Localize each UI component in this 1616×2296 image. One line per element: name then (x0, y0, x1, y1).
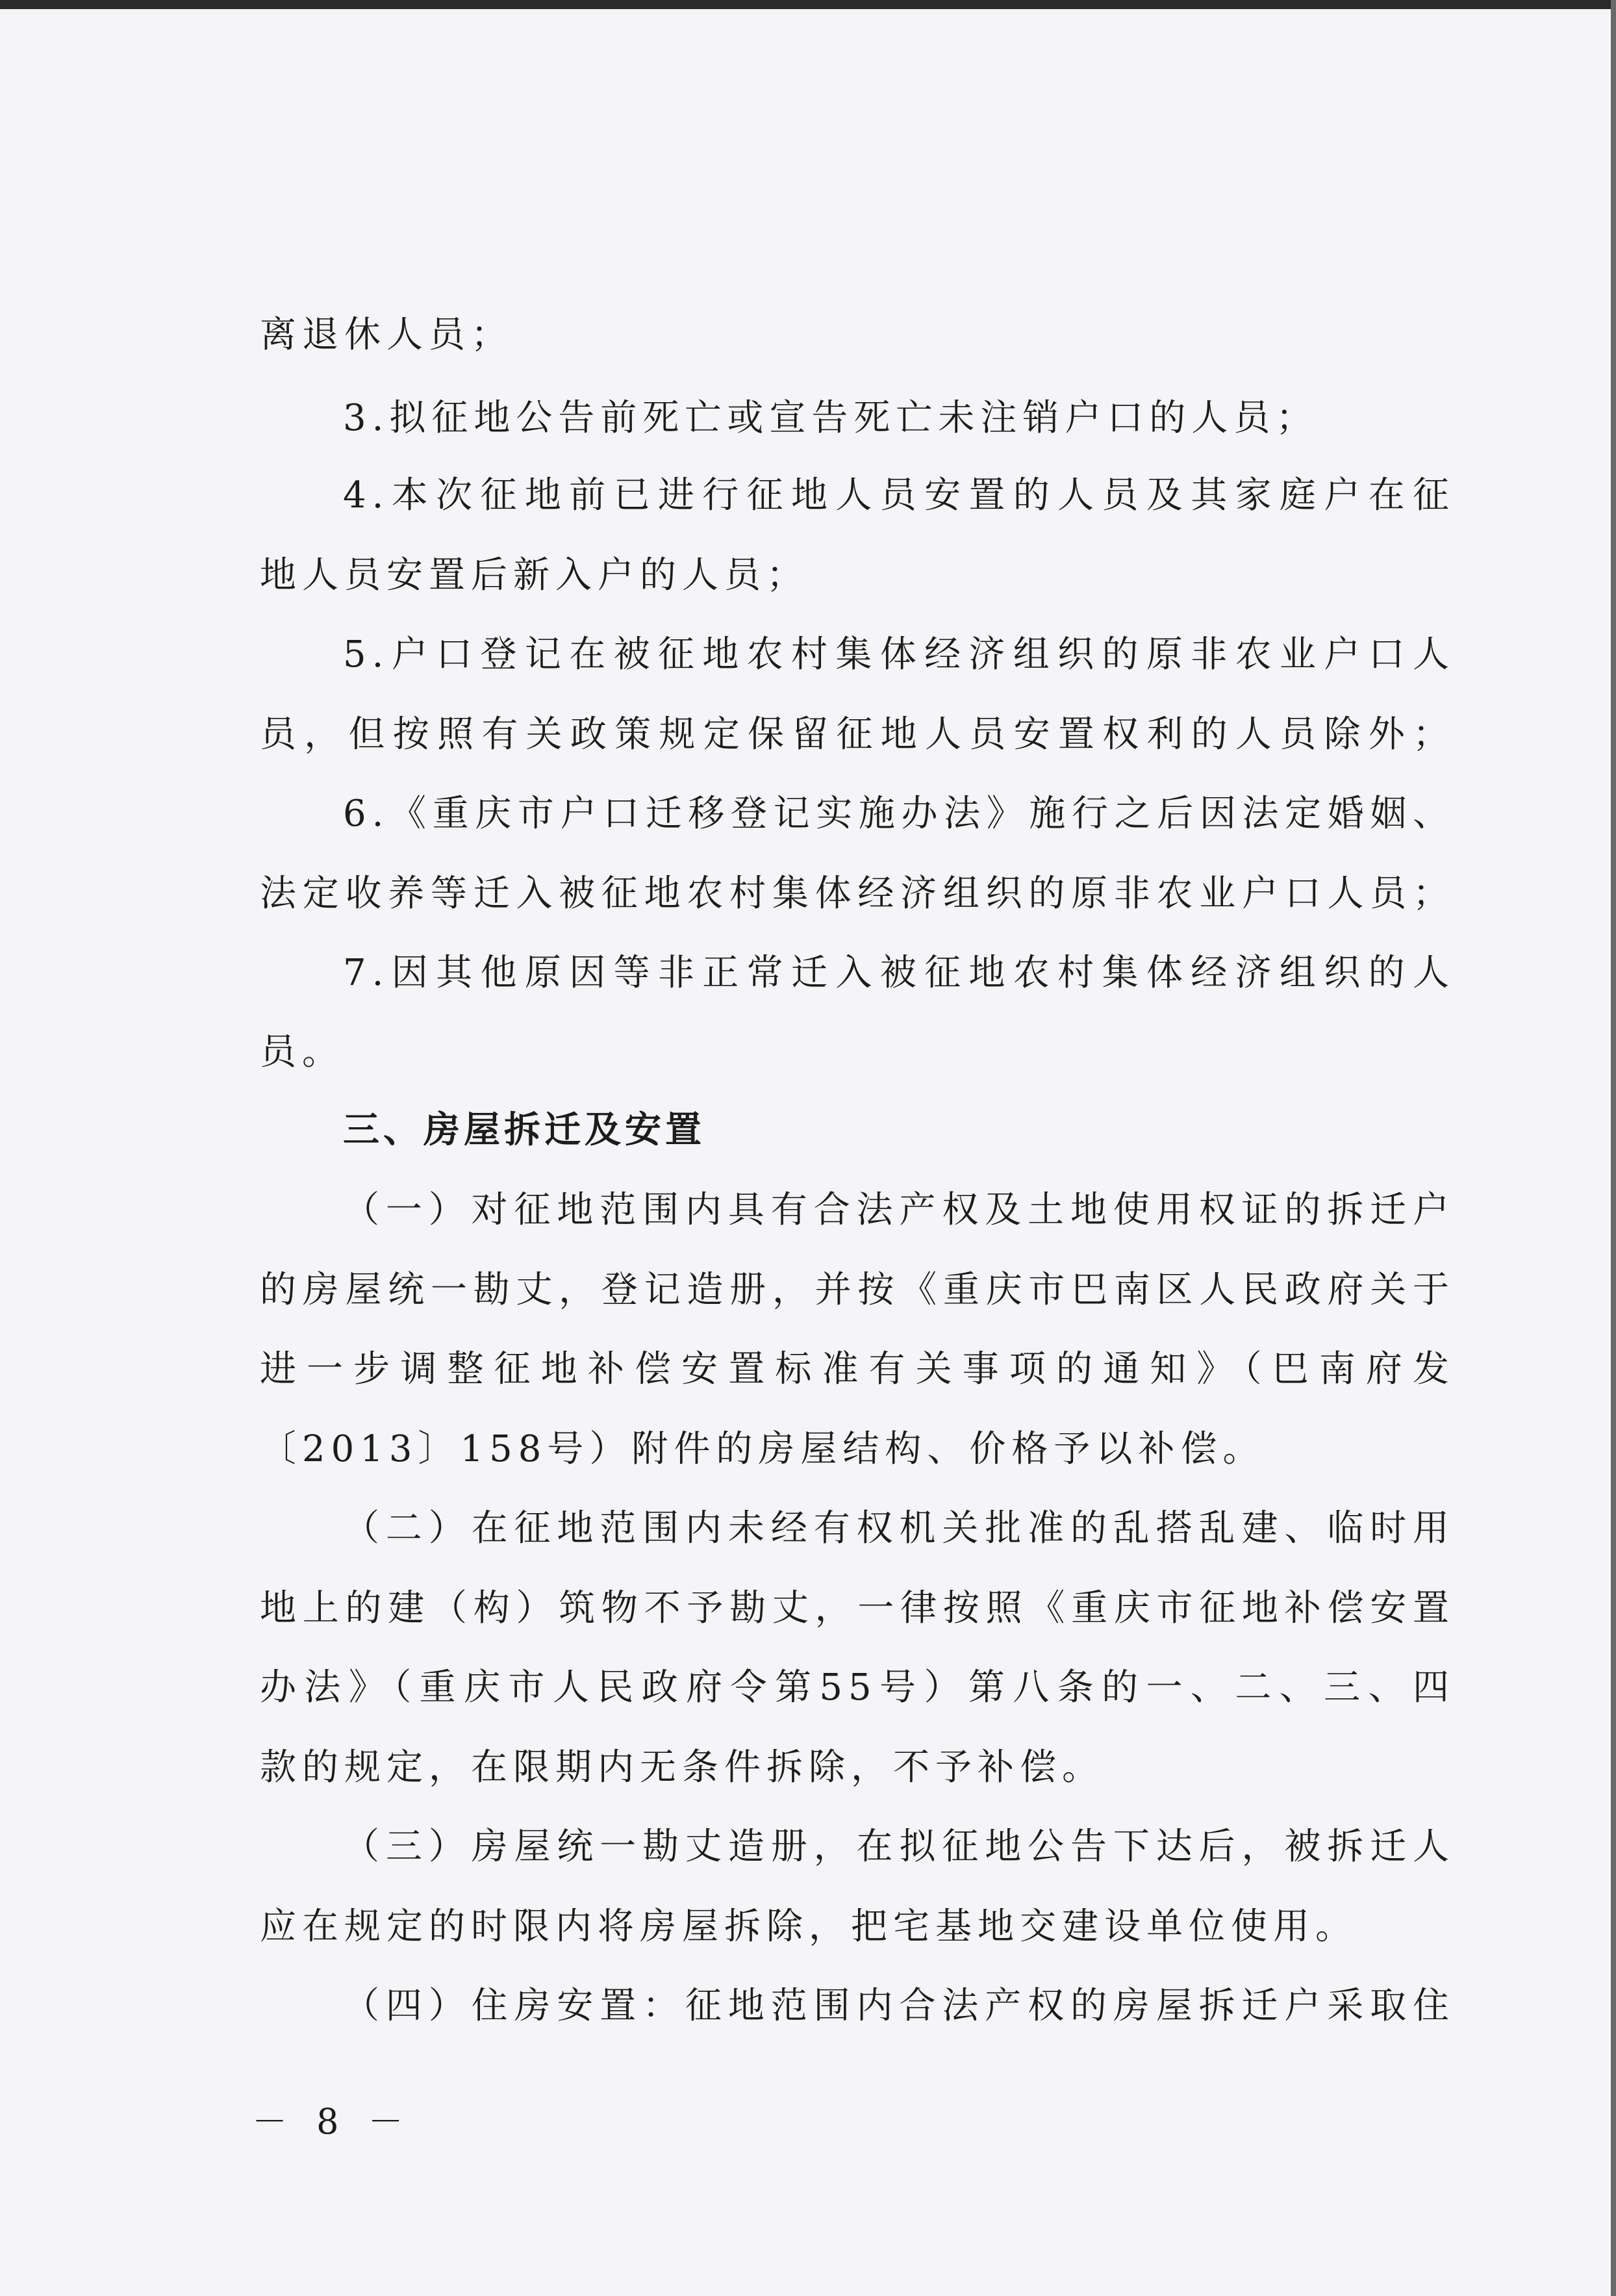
para-2-line-2: 地上的建（构）筑物不予勘丈，一律按照《重庆市征地补偿安置 (260, 1587, 1455, 1629)
para-1-line-2: 的房屋统一勘丈，登记造册，并按《重庆市巴南区人民政府关于 (260, 1269, 1455, 1311)
list-item-7-cont: 员。 (260, 1031, 344, 1073)
list-item-3: 3.拟征地公告前死亡或宣告死亡未注销户口的人员； (343, 397, 1319, 439)
para-1-line-3: 进一步调整征地补偿安置标准有关事项的通知》（巴南府发 (260, 1348, 1455, 1390)
para-3: （三）房屋统一勘丈造册，在拟征地公告下达后，被拆迁人 (343, 1826, 1455, 1868)
para-2-line-3: 办法》（重庆市人民政府令第55号）第八条的一、二、三、四 (260, 1666, 1455, 1709)
para-2: （二）在征地范围内未经有权机关批准的乱搭乱建、临时用 (343, 1507, 1455, 1550)
page-number: － 8 － (252, 2101, 412, 2142)
list-item-5: 5.户口登记在被征地农村集体经济组织的原非农业户口人 (343, 633, 1455, 676)
para-1: （一）对征地范围内具有合法产权及土地使用权证的拆迁户 (343, 1189, 1455, 1231)
scan-top-edge (0, 0, 1616, 9)
list-item-4-cont: 地人员安置后新入户的人员； (260, 554, 809, 596)
scan-right-edge (1611, 0, 1616, 2296)
para-4: （四）住房安置：征地范围内合法产权的房屋拆迁户采取住 (343, 1985, 1455, 2027)
para-2-line-4: 款的规定，在限期内无条件拆除，不予补偿。 (260, 1746, 1104, 1789)
list-item-6-cont: 法定收养等迁入被征地农村集体经济组织的原非农业户口人员； (260, 873, 1455, 915)
list-item-7: 7.因其他原因等非正常迁入被征地农村集体经济组织的人 (343, 952, 1455, 994)
list-item-6: 6.《重庆市户口迁移登记实施办法》施行之后因法定婚姻、 (343, 793, 1455, 835)
para-1-line-4: 〔2013〕158号）附件的房屋结构、价格予以补偿。 (260, 1428, 1265, 1470)
para-3-line-2: 应在规定的时限内将房屋拆除，把宅基地交建设单位使用。 (260, 1906, 1357, 1948)
list-item-5-cont: 员，但按照有关政策规定保留征地人员安置权利的人员除外； (260, 713, 1455, 756)
body-line-1: 离退休人员； (260, 314, 513, 356)
list-item-4: 4.本次征地前已进行征地人员安置的人员及其家庭户在征 (343, 474, 1455, 517)
section-heading: 三、房屋拆迁及安置 (343, 1109, 705, 1151)
